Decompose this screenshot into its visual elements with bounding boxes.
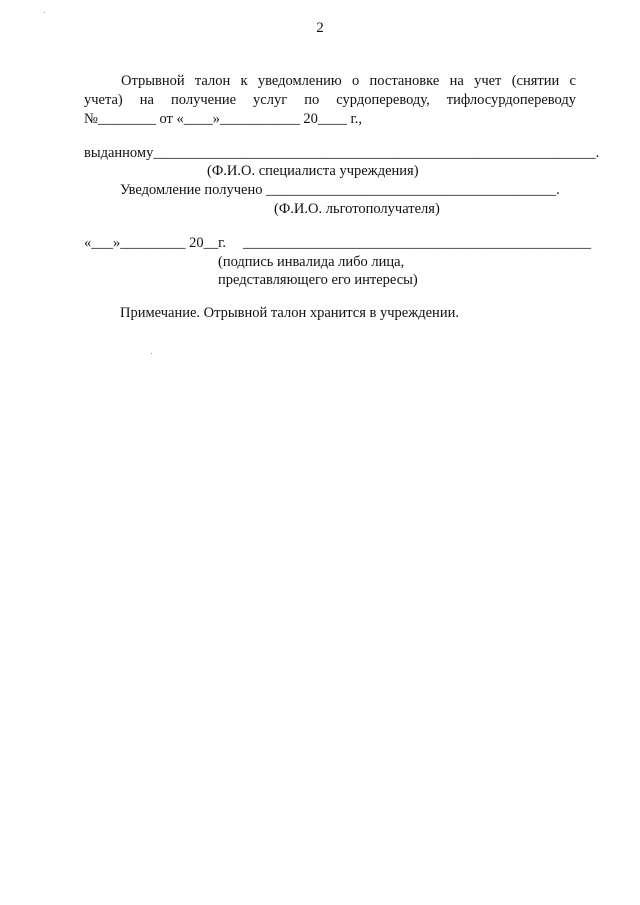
stub-line-1: Отрывной талон к уведомлению о постановке на учет (снятии с: [121, 73, 576, 89]
signature-caption-line-1: (подпись инвалида либо лица,: [218, 254, 405, 270]
scan-speck: [151, 353, 152, 354]
stub-paragraph: [84, 72, 576, 129]
signature-line: ________________________________________________: [243, 235, 591, 251]
stub-line-3: №________ от «____»___________ 20____ г.,: [84, 111, 363, 127]
notice-received-line: Уведомление получено ________________________________________.: [120, 182, 560, 198]
page-number: 2: [316, 20, 324, 36]
signature-date: «___»_________ 20__г.: [84, 235, 227, 251]
issued-to-line: выданному_____________________________________________________________.: [84, 145, 600, 161]
stub-line-2: учета) на получение услуг по сурдопереводу, тифлосурдопереводу: [84, 92, 576, 108]
scan-speck: [44, 12, 45, 13]
footnote: Примечание. Отрывной талон хранится в учреждении.: [120, 305, 459, 321]
notice-received-caption: (Ф.И.О. льготополучателя): [274, 201, 440, 217]
issued-to-caption: (Ф.И.О. специалиста учреждения): [207, 163, 419, 179]
signature-caption-line-2: представляющего его интересы): [218, 272, 418, 288]
